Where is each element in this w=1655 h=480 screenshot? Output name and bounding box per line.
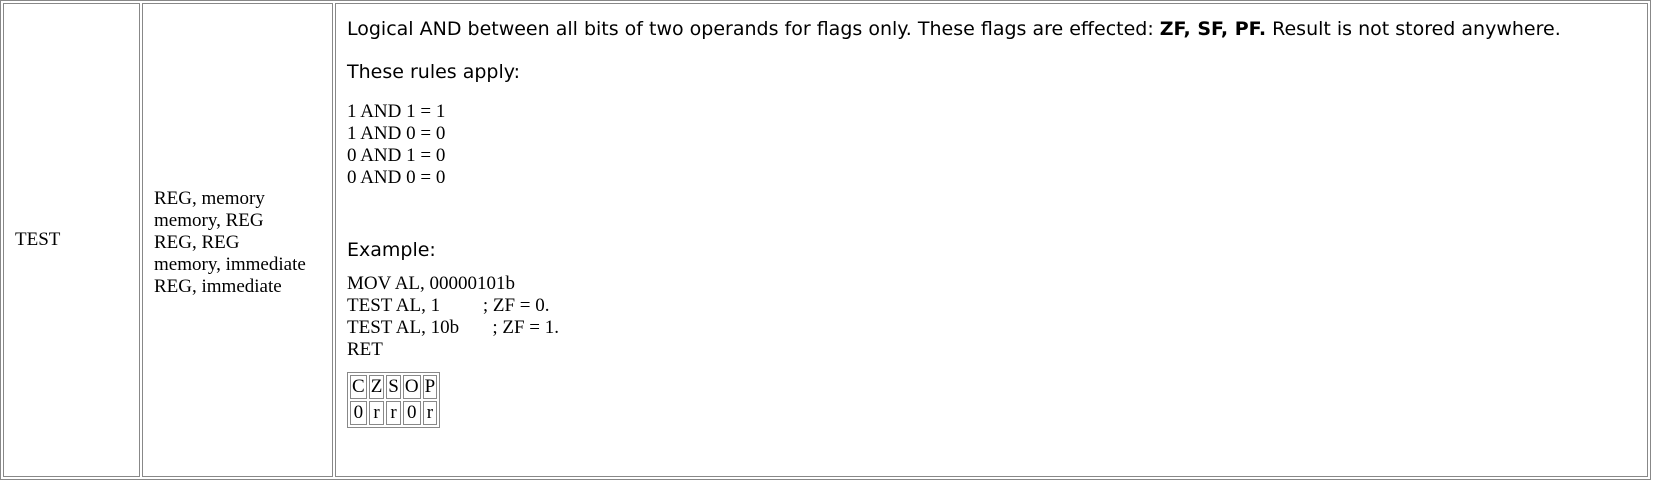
code-line: TEST AL, 10b ; ZF = 1. [347, 317, 559, 338]
flag-header-s: S [388, 376, 399, 397]
rules-list [347, 101, 1647, 189]
description-text-after: Result is not stored anywhere. [1266, 18, 1561, 40]
operands-list [154, 188, 332, 298]
flag-value-o: 0 [403, 401, 421, 425]
flag-value-c: 0 [350, 401, 367, 425]
flag-header-o: O [404, 376, 419, 397]
operand-item: REG, memory [154, 188, 265, 209]
rule-line: 1 AND 1 = 1 [347, 101, 446, 122]
flags-value-row [350, 401, 437, 425]
operand-item: REG, REG [154, 232, 240, 253]
rule-line: 0 AND 0 = 0 [347, 167, 446, 188]
description-text-before: Logical AND between all bits of two operands for flags only. These flags are effected: [347, 18, 1160, 40]
description-cell [335, 3, 1648, 477]
affected-flags: ZF, SF, PF. [1159, 18, 1267, 40]
code-line: RET [347, 339, 383, 360]
flag-value-z: r [369, 401, 385, 425]
rule-line: 1 AND 0 = 0 [347, 123, 446, 144]
rule-line: 0 AND 1 = 0 [347, 145, 446, 166]
flags-header-row [350, 375, 437, 399]
operand-item: memory, immediate [154, 254, 306, 275]
flag-value-p: r [423, 401, 438, 425]
flag-value-s: r [386, 401, 401, 425]
flag-header-z: Z [370, 376, 383, 397]
flag-header-c: C [352, 376, 365, 397]
operands-cell [142, 3, 333, 477]
operand-item: memory, REG [154, 210, 264, 231]
operand-item: REG, immediate [154, 276, 282, 297]
example-heading: Example: [347, 239, 436, 261]
description-text [347, 18, 1647, 40]
code-line: TEST AL, 1 ; ZF = 0. [347, 295, 550, 316]
code-line: MOV AL, 00000101b [347, 273, 516, 294]
instruction-row [3, 3, 1648, 477]
flag-header-p: P [424, 376, 436, 397]
instruction-cell [3, 3, 140, 477]
rules-heading: These rules apply: [347, 61, 521, 83]
instruction-name: TEST [15, 229, 61, 250]
example-code [347, 273, 1647, 361]
flags-table [347, 372, 440, 428]
